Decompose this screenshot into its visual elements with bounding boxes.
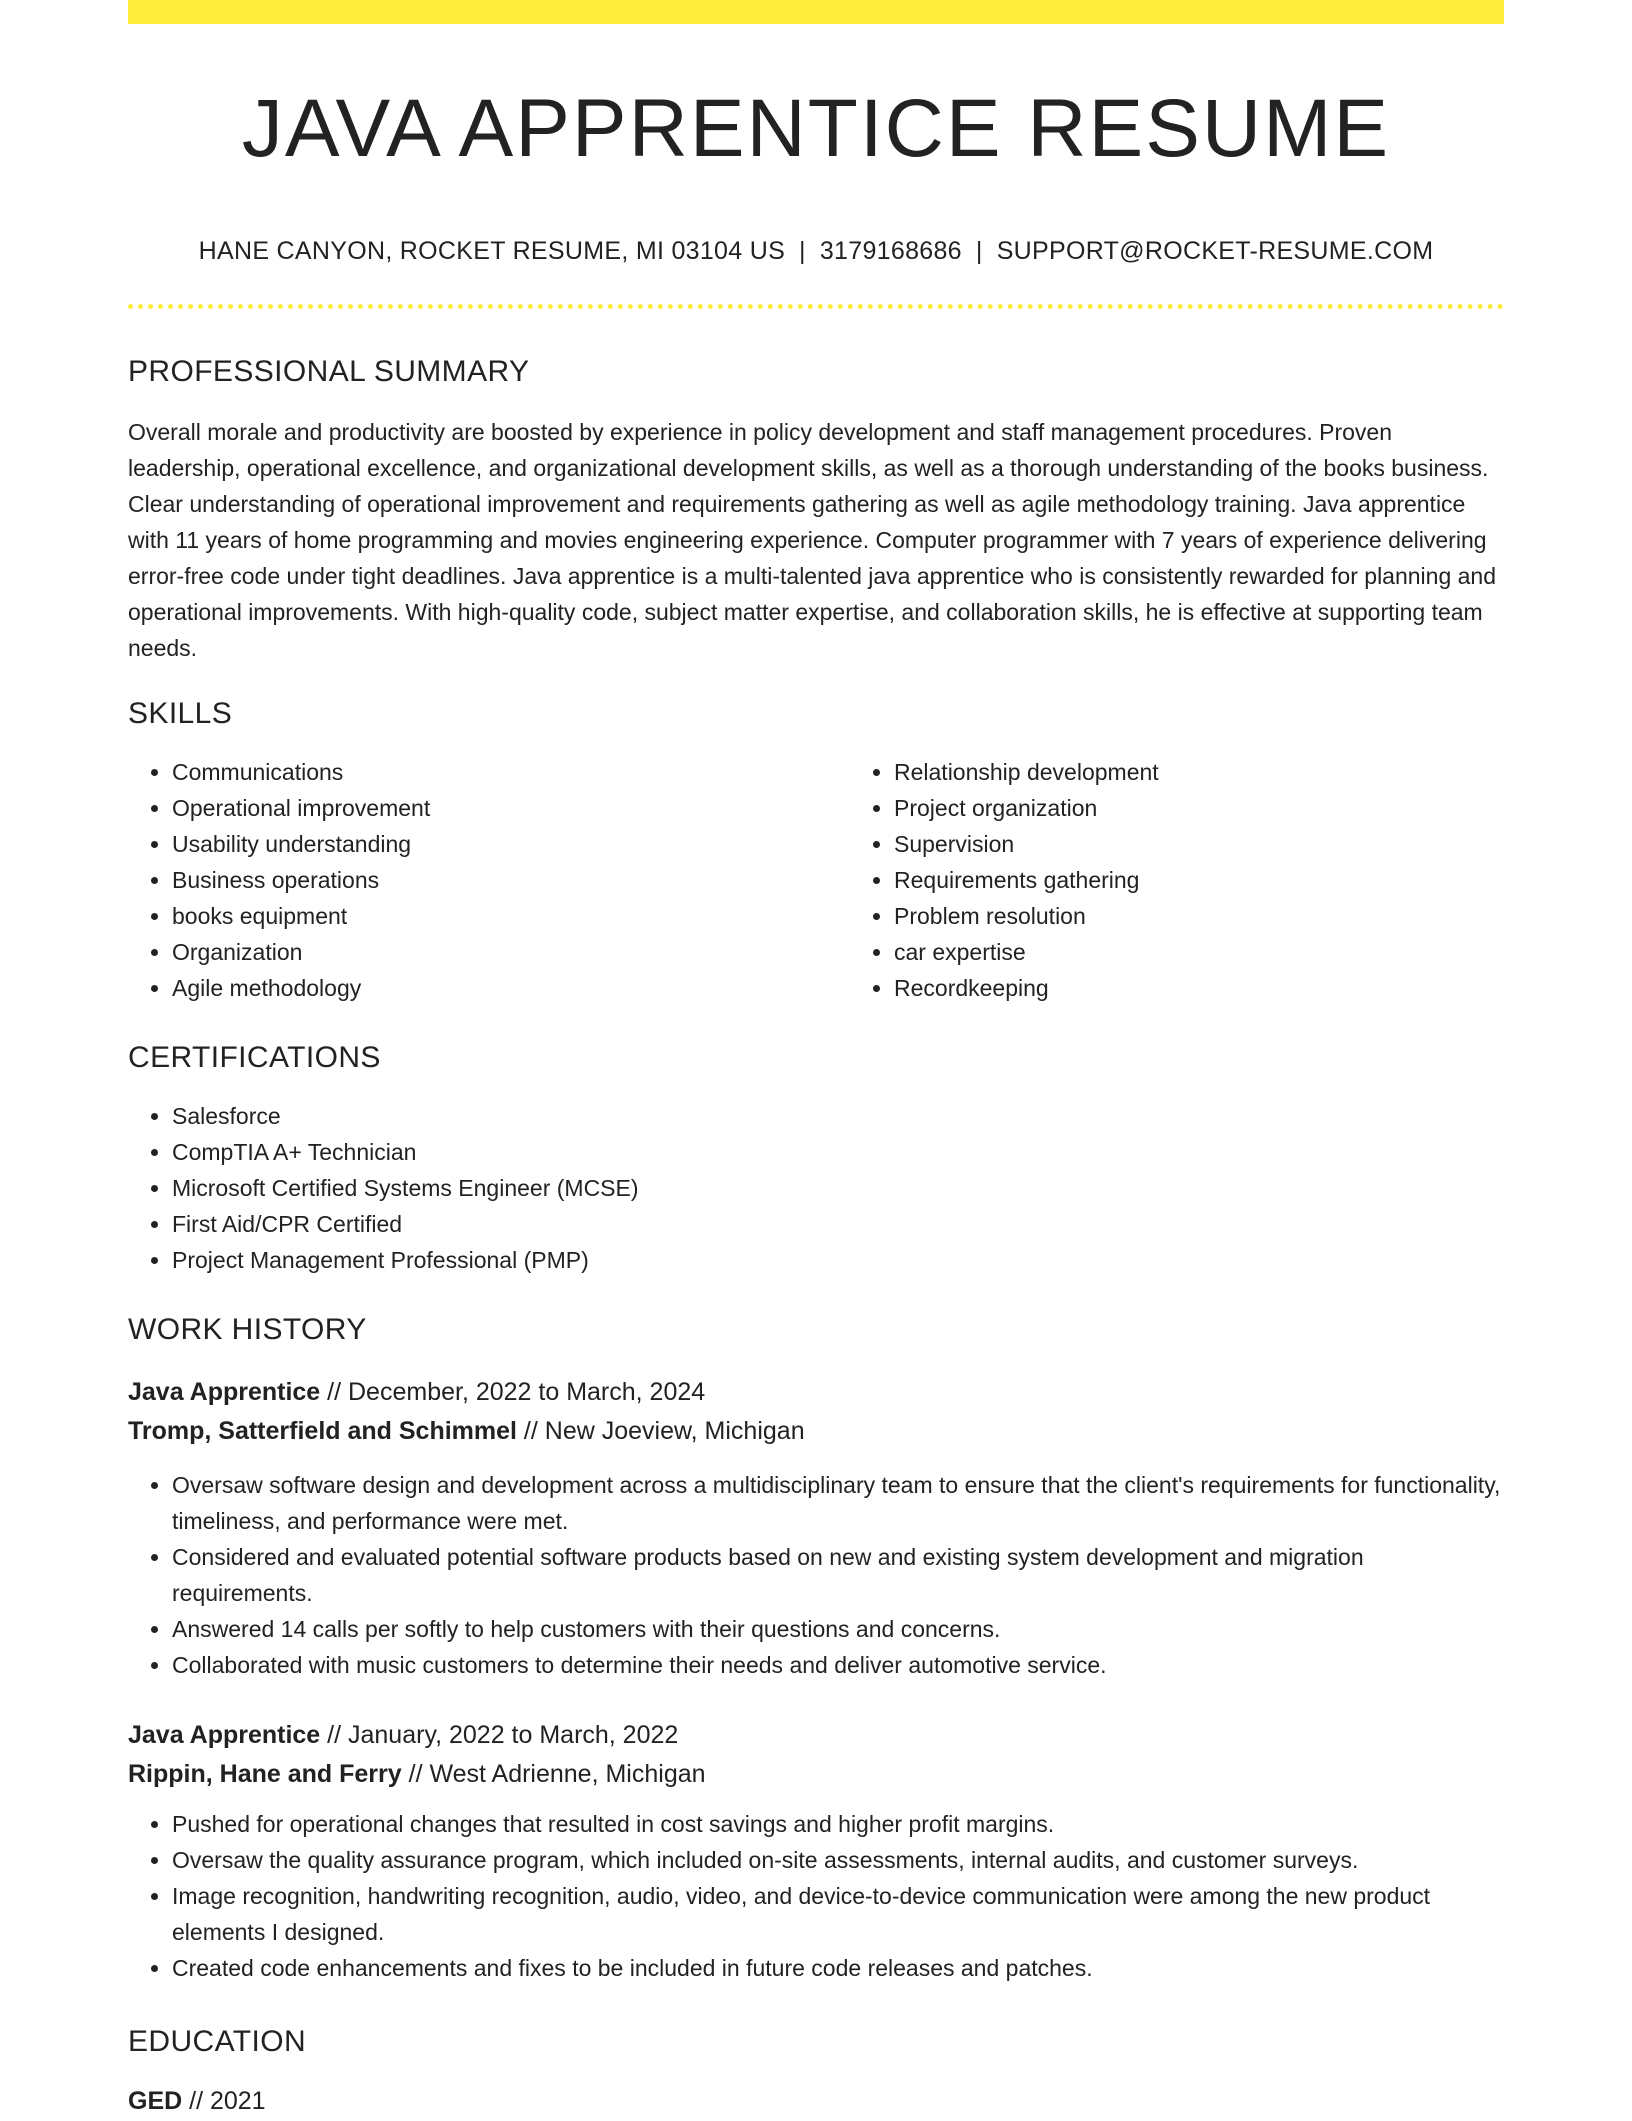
accent-top-bar [128,0,1504,24]
education-degree: GED [128,2087,183,2115]
contact-phone: 3179168686 [819,237,962,266]
skill-item: • Communications [172,754,850,790]
education-line [128,2082,1504,2121]
job-company-line [128,1412,1504,1451]
skills-left-list [128,754,850,1006]
job-company: Rippin, Hane and Ferry [128,1760,402,1788]
skills-section [128,696,1504,1006]
contact-address: HANE CANYON, ROCKET RESUME, MI 03104 US [198,237,786,266]
certifications-section [128,1040,1504,1278]
education-year: // 2021 [182,2087,266,2115]
certification-item: • Microsoft Certified Systems Engineer (MCSE) [172,1170,1504,1206]
skill-item: • Usability understanding [172,826,850,862]
work-history-section [128,1312,1504,1348]
section-title-work-history: WORK HISTORY [128,1313,367,1346]
contact-email: SUPPORT@ROCKET-RESUME.COM [996,237,1434,266]
job-title-line [128,1373,1504,1412]
section-title-summary: PROFESSIONAL SUMMARY [128,355,530,388]
skill-item: • Requirements gathering [894,862,1572,898]
job-bullet: • Image recognition, handwriting recognition, audio, video, and device-to-device communication were among the new product elements I designed. [172,1878,1504,1950]
contact-separator: | [975,237,983,266]
skill-item: • Problem resolution [894,898,1572,934]
skill-item: • Project organization [894,790,1572,826]
section-title-education: EDUCATION [128,2025,307,2058]
resume-title: JAVA APPRENTICE RESUME [241,83,1391,174]
job-bullet: • Considered and evaluated potential software products based on new and existing system development and migration requirements. [172,1539,1504,1611]
job-bullets [128,1806,1504,1986]
job-bullets [128,1467,1504,1683]
job-entry [128,1373,1504,1683]
job-location: // West Adrienne, Michigan [401,1760,706,1788]
job-entry [128,1716,1504,1986]
job-company: Tromp, Satterfield and Schimmel [128,1417,517,1445]
skill-item: • car expertise [894,934,1572,970]
skills-right-list [850,754,1572,1006]
summary-text: Overall morale and productivity are boosted by experience in policy development and staff management procedures. Proven leadership, operational excellence, and organizational development skills, as well as a thorough understanding of the books business. Clear understanding of operational improvement and requirements gathering as well as agile methodology training. Java apprentice with 11 years of home programming and movies engineering experience. Computer programmer with 7 years of experience delivering error-free code under tight deadlines. Java apprentice is a multi-talented java apprentice who is consistently rewarded for planning and operational improvements. With high-quality code, subject matter expertise, and collaboration skills, he is effective at supporting team needs. [128,419,1497,661]
certification-item: • CompTIA A+ Technician [172,1134,1504,1170]
job-dates: // December, 2022 to March, 2024 [320,1378,706,1406]
resume-page [128,0,1504,2115]
section-title-certifications: CERTIFICATIONS [128,1041,381,1074]
job-bullet: • Created code enhancements and fixes to be included in future code releases and patches. [172,1950,1504,1986]
job-role: Java Apprentice [128,1721,321,1749]
job-dates: // January, 2022 to March, 2022 [320,1721,679,1749]
contact-separator: | [799,237,806,266]
job-title-line [128,1716,1504,1755]
skills-columns [128,754,1504,1006]
job-company-line [128,1755,1504,1794]
summary-section [128,354,1504,666]
certification-item: • Salesforce [172,1098,1504,1134]
skill-item: • Agile methodology [172,970,850,1006]
job-bullet: • Collaborated with music customers to determine their needs and deliver automotive service. [172,1647,1504,1683]
job-bullet: • Oversaw software design and development across a multidisciplinary team to ensure that the client's requirements for functionality, timeliness, and performance were met. [172,1467,1504,1539]
section-title-skills: SKILLS [128,697,233,730]
skill-item: • Relationship development [894,754,1572,790]
skill-item: • Supervision [894,826,1572,862]
skill-item: • Recordkeeping [894,970,1572,1006]
job-bullet: • Answered 14 calls per softly to help customers with their questions and concerns. [172,1611,1504,1647]
job-bullet: • Pushed for operational changes that resulted in cost savings and higher profit margins. [172,1806,1504,1842]
job-role: Java Apprentice [128,1378,321,1406]
job-location: // New Joeview, Michigan [516,1417,805,1445]
dotted-divider [128,304,1504,309]
skill-item: • Operational improvement [172,790,850,826]
skill-item: • Organization [172,934,850,970]
education-section [128,2024,1504,2121]
skill-item: • books equipment [172,898,850,934]
certification-item: • Project Management Professional (PMP) [172,1242,1504,1278]
contact-line [128,236,1504,266]
job-bullet: • Oversaw the quality assurance program, which included on-site assessments, internal audits, and customer surveys. [172,1842,1504,1878]
certifications-list [128,1098,1504,1278]
skill-item: • Business operations [172,862,850,898]
certification-item: • First Aid/CPR Certified [172,1206,1504,1242]
